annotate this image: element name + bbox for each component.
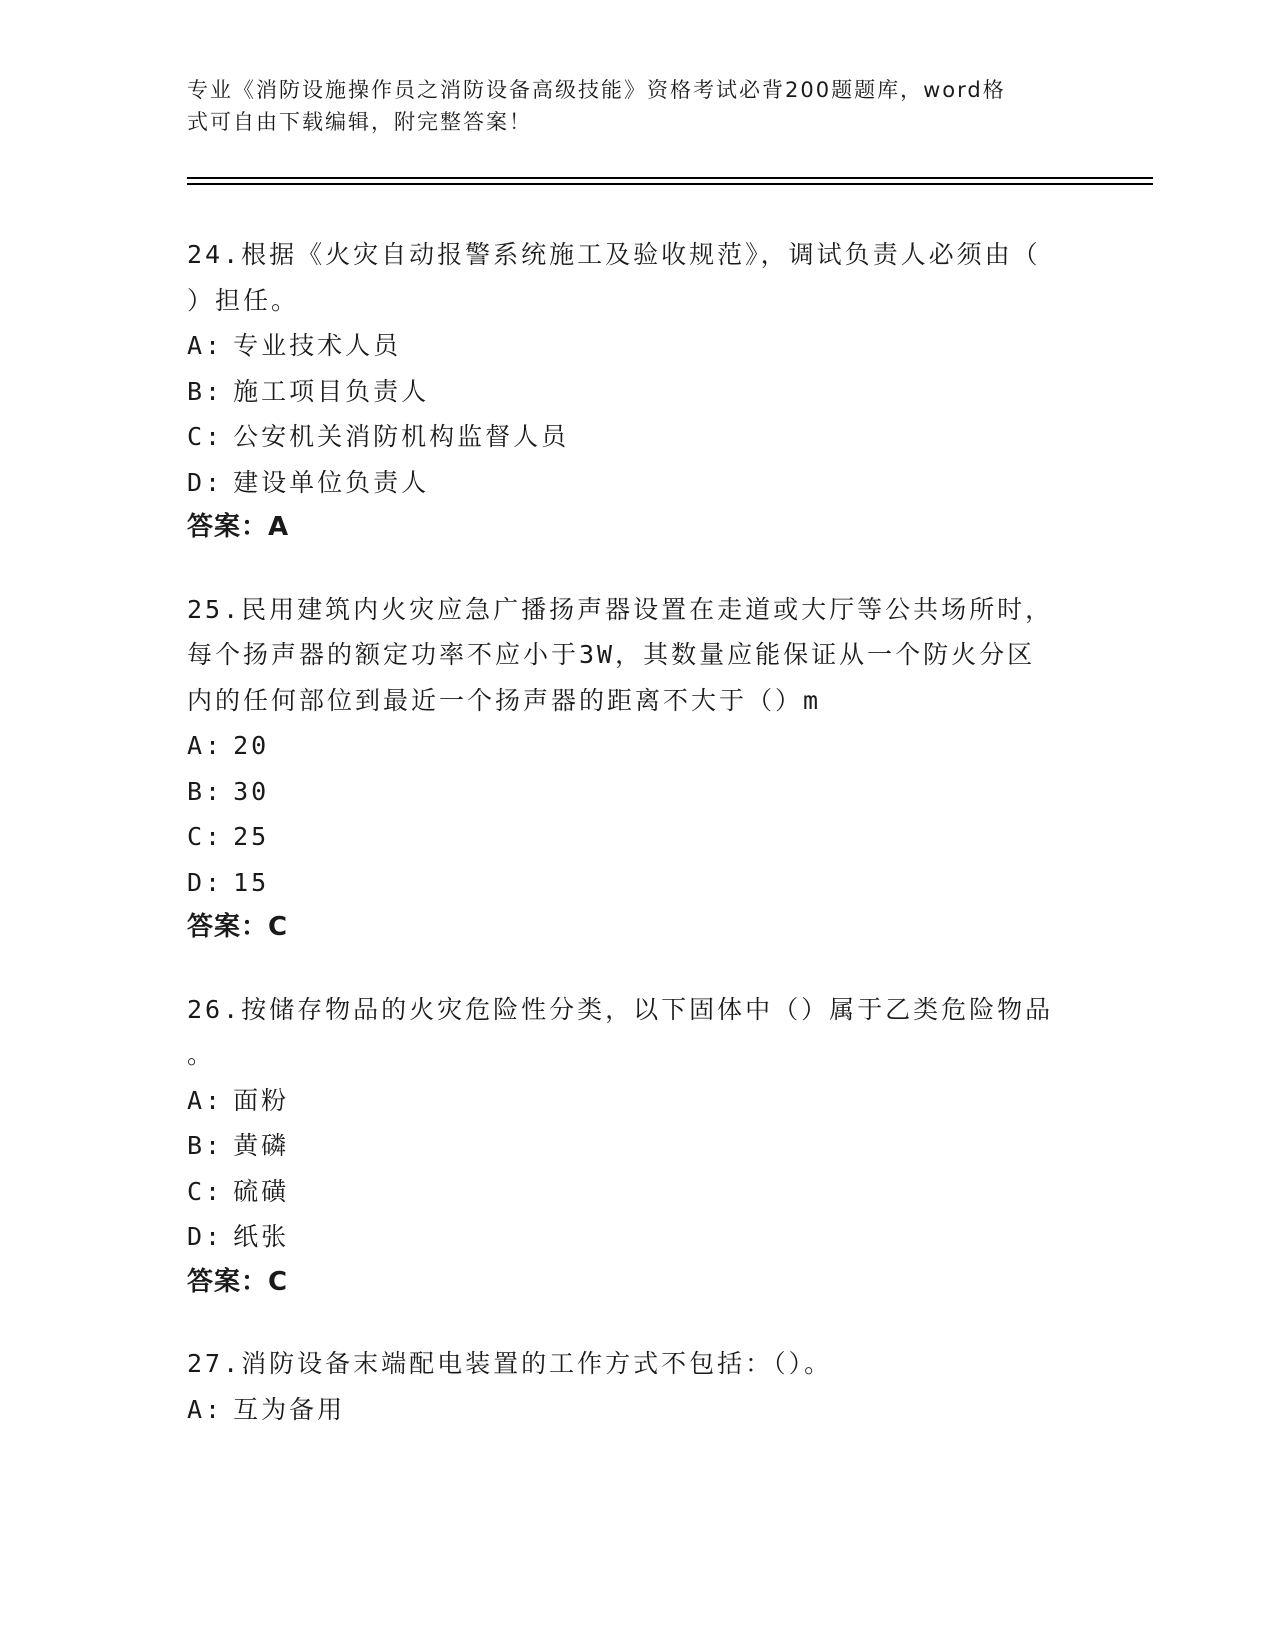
header-line: 专业《消防设施操作员之消防设备高级技能》资格考试必背200题题库，word格 — [187, 78, 1006, 102]
option-b — [187, 769, 1087, 815]
answer-text: 答案：C — [187, 912, 289, 942]
header-line: 式可自由下载编辑，附完整答案！ — [187, 110, 532, 134]
question-text: 25.民用建筑内火灾应急广播扬声器设置在走道或大厅等公共场所时， — [187, 594, 1054, 624]
option-d — [187, 460, 1087, 506]
option-key: B: — [187, 376, 224, 406]
option-key: D: — [187, 867, 224, 897]
option-key: C: — [187, 822, 224, 851]
answer-text: 答案：A — [187, 512, 290, 542]
option-key: B: — [187, 1131, 224, 1160]
option-a — [187, 323, 1087, 369]
option-b — [187, 369, 1087, 415]
question-text: 每个扬声器的额定功率不应小于3W，其数量应能保证从一个防火分区 — [187, 640, 1036, 669]
option-c — [187, 814, 1087, 860]
option-key: A: — [187, 731, 224, 760]
question-text: ）担任。 — [187, 285, 300, 315]
option-key: D: — [187, 467, 224, 497]
question-24 — [187, 232, 1087, 551]
option-text: 公安机关消防机构监督人员 — [233, 422, 570, 451]
question-27 — [187, 1341, 1087, 1432]
option-text: 20 — [233, 731, 270, 760]
option-text: 15 — [233, 867, 270, 897]
option-text: 施工项目负责人 — [233, 376, 430, 406]
question-text: 内的任何部位到最近一个扬声器的距离不大于（）m — [187, 685, 822, 715]
option-text: 专业技术人员 — [233, 331, 402, 360]
question-text: 27.消防设备末端配电装置的工作方式不包括：（）。 — [187, 1349, 833, 1378]
option-key: A: — [187, 331, 224, 360]
option-text: 黄磷 — [233, 1131, 290, 1160]
question-list — [187, 232, 1087, 1468]
option-key: D: — [187, 1222, 224, 1251]
question-text: 26.按储存物品的火灾危险性分类，以下固体中（）属于乙类危险物品 — [187, 994, 1054, 1024]
header-divider-bottom — [187, 183, 1153, 185]
option-key: C: — [187, 1176, 224, 1206]
option-key: C: — [187, 422, 224, 451]
option-key: A: — [187, 1394, 224, 1424]
question-25 — [187, 587, 1087, 951]
option-text: 25 — [233, 822, 270, 851]
option-a — [187, 1387, 1087, 1433]
option-d — [187, 1214, 1087, 1260]
question-text: 24.根据《火灾自动报警系统施工及验收规范》，调试负责人必须由（ — [187, 240, 1041, 269]
question-text: 。 — [187, 1040, 216, 1069]
document-header — [187, 74, 1077, 138]
option-text: 互为备用 — [233, 1394, 346, 1424]
option-a — [187, 1078, 1087, 1124]
option-d — [187, 860, 1087, 906]
answer-text: 答案：C — [187, 1266, 289, 1297]
option-text: 硫磺 — [233, 1176, 290, 1206]
option-key: A: — [187, 1085, 224, 1115]
option-text: 30 — [233, 776, 270, 806]
question-26 — [187, 987, 1087, 1306]
option-b — [187, 1123, 1087, 1169]
option-text: 建设单位负责人 — [233, 467, 430, 497]
option-key: B: — [187, 776, 224, 806]
option-c — [187, 1169, 1087, 1215]
header-divider-top — [187, 177, 1153, 179]
option-a — [187, 723, 1087, 769]
option-c — [187, 414, 1087, 460]
option-text: 面粉 — [233, 1085, 290, 1115]
option-text: 纸张 — [233, 1222, 290, 1251]
